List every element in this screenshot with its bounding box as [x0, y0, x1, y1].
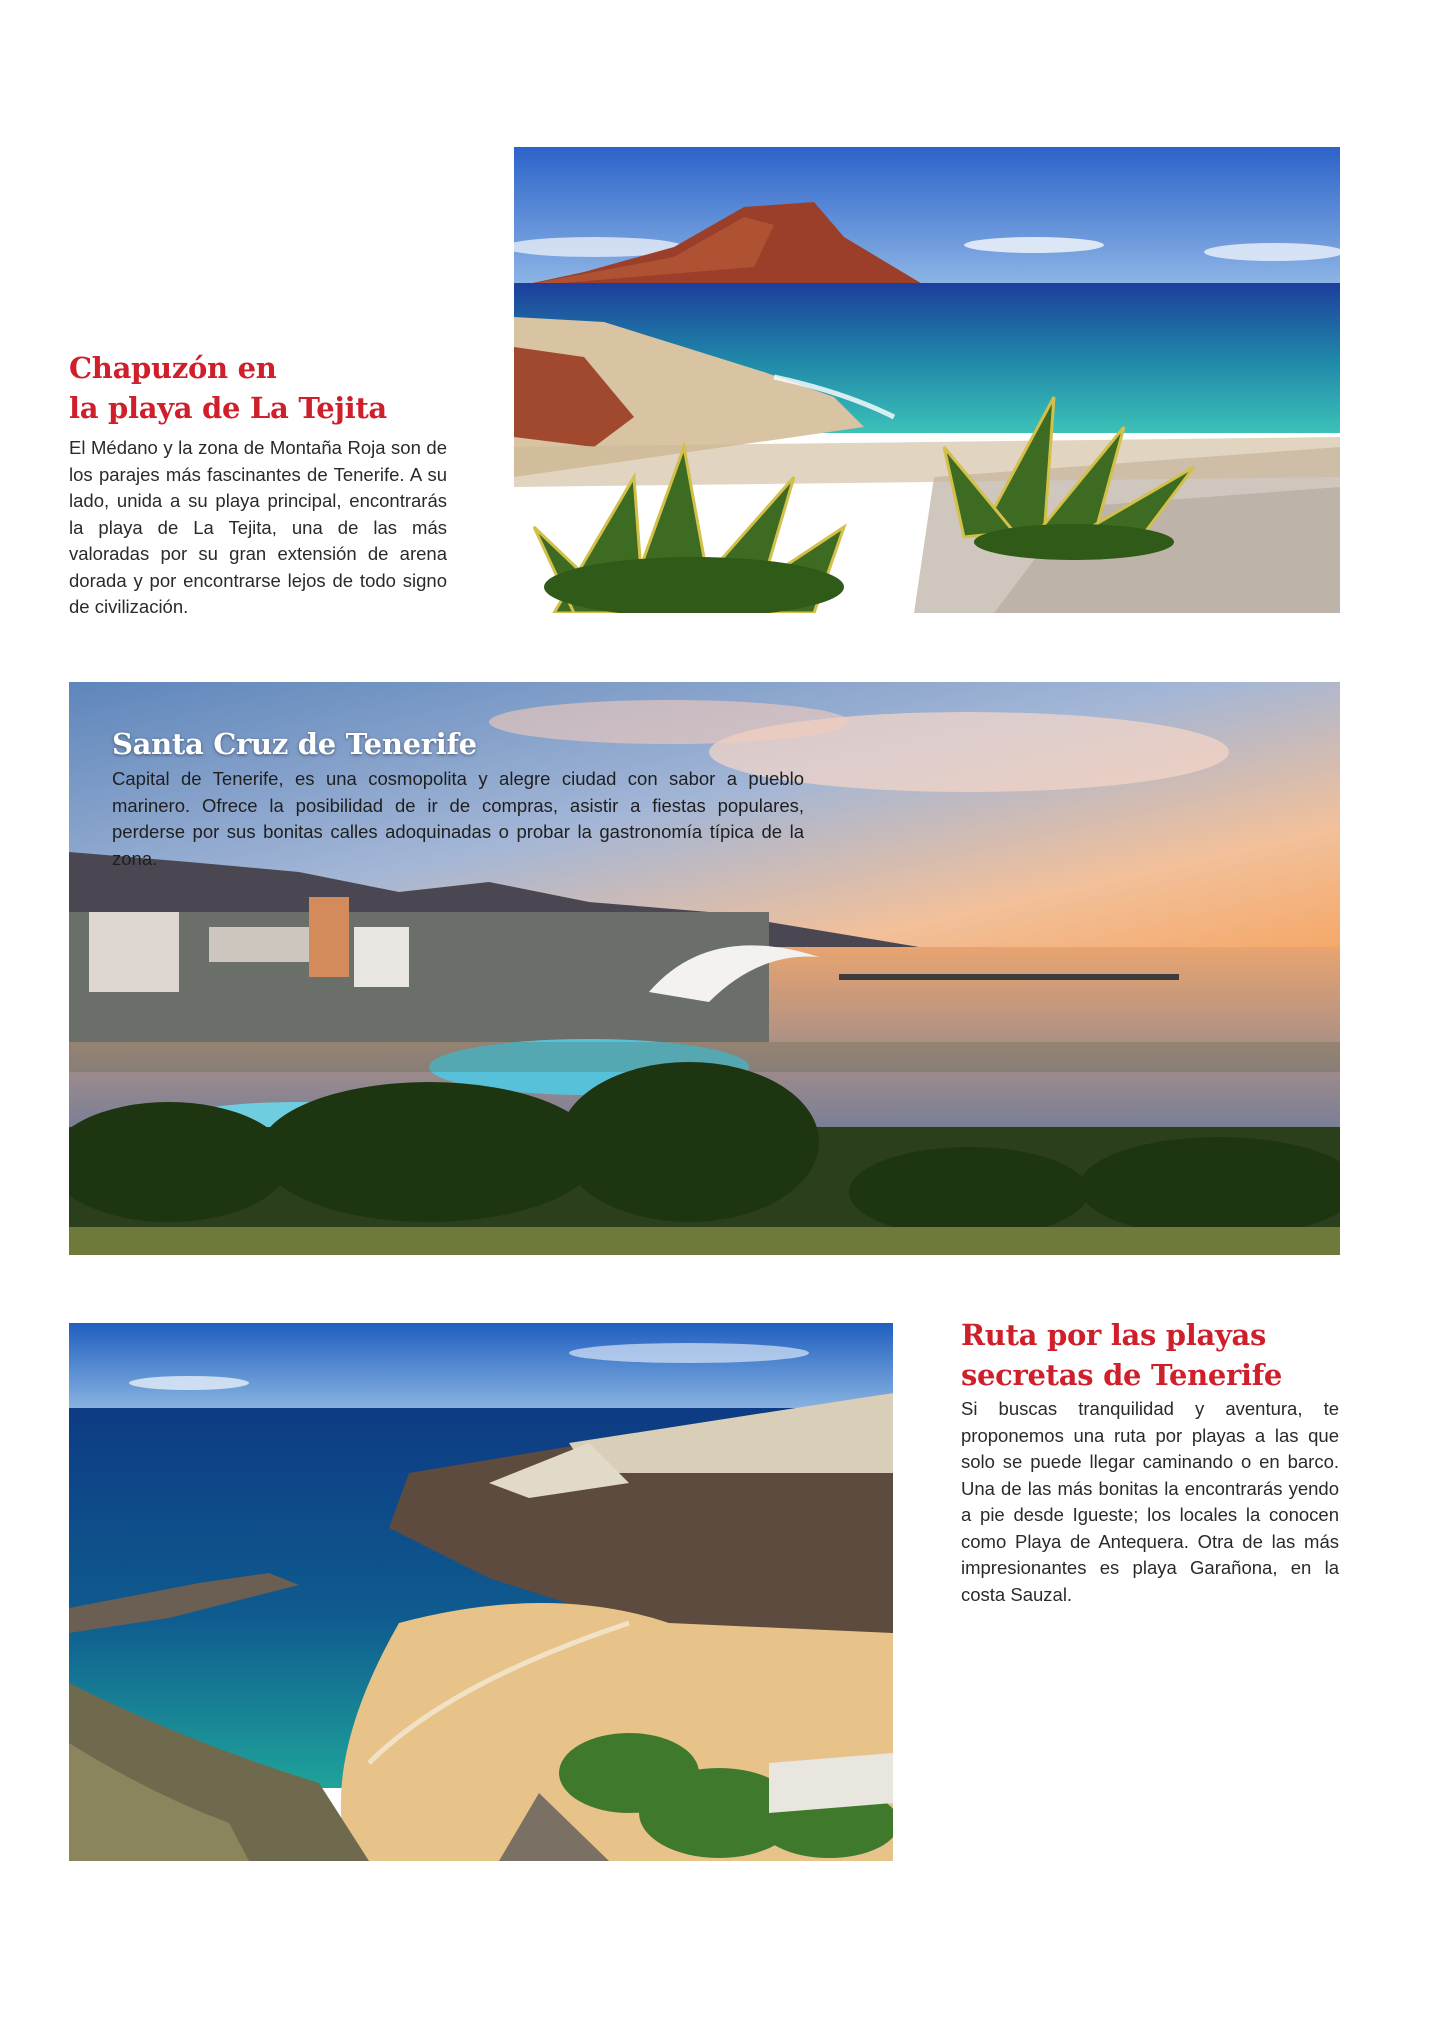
section-heading-santa-cruz: Santa Cruz de Tenerife — [112, 727, 477, 761]
section-body-santa-cruz: Capital de Tenerife, es una cosmopolita y alegre ciudad con sabor a pueblo marinero. Ofrece la posibilidad de ir de compras, asistir a fiestas populares, perderse por sus bonitas calles adoquinadas o probar la gastronomía típica de la zona. — [112, 768, 804, 869]
heading-line-1: Ruta por las playas — [961, 1318, 1267, 1352]
heading-line-2: secretas de Tenerife — [961, 1358, 1283, 1392]
photo-la-tejita-beach — [514, 147, 1340, 613]
heading-line-1: Chapuzón en — [69, 351, 277, 385]
section-heading-la-tejita — [69, 348, 429, 428]
heading-line-2: la playa de La Tejita — [69, 391, 387, 425]
section-body-ruta-playas: Si buscas tranquilidad y aventura, te proponemos una ruta por playas a las que solo se puede llegar caminando o en barco. Una de las más bonitas la encontrarás yendo a pie desde Igueste; los locales la conocen como Playa de Antequera. Otra de las más impresionantes es playa Garañona, en la costa Sauzal. — [961, 1398, 1339, 1605]
section-heading-ruta-playas — [961, 1315, 1341, 1395]
section-body-la-tejita: El Médano y la zona de Montaña Roja son de los parajes más fascinantes de Tenerife. A su lado, unida a su playa principal, encontrarás la playa de La Tejita, una de las más valoradas por su gran extensión de arena dorada y por encontrarse lejos de todo signo de civilización. — [69, 437, 447, 617]
photo-secret-beach — [69, 1323, 893, 1861]
